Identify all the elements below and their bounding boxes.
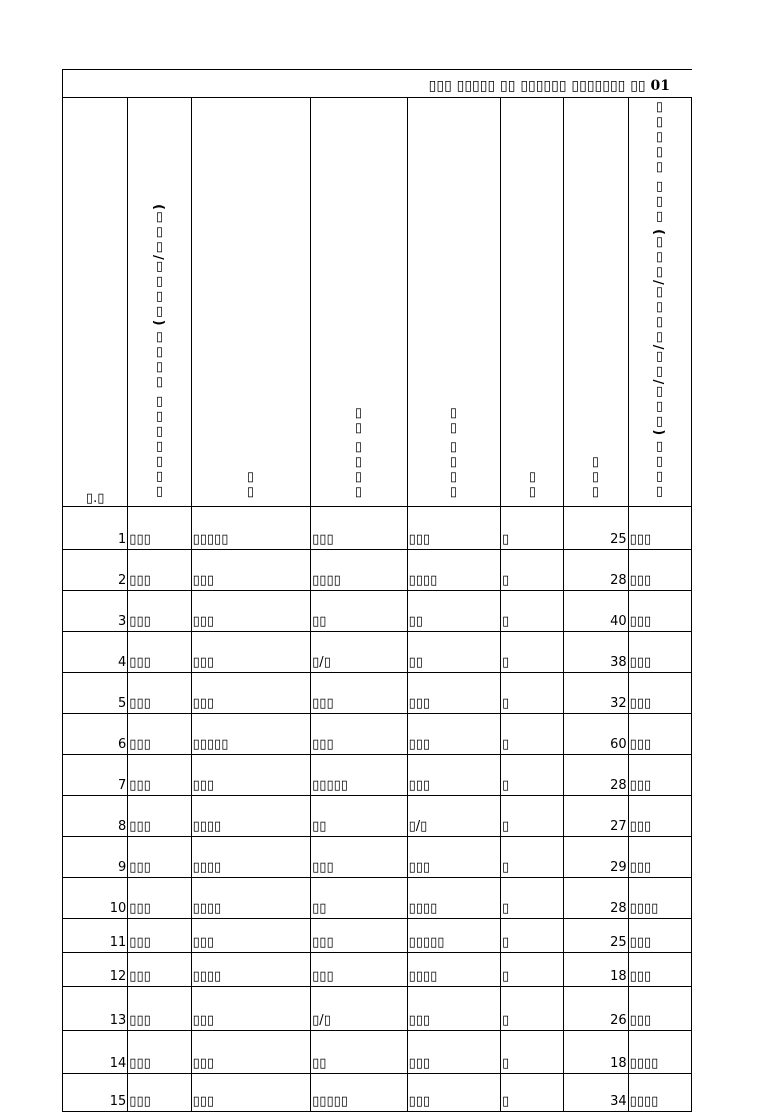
cell-category: ▯▯▯ bbox=[628, 713, 691, 754]
cell-sex: ▯ bbox=[501, 795, 564, 836]
cell-document: ▯▯▯ bbox=[128, 1073, 191, 1111]
table-row bbox=[63, 795, 692, 836]
cell-age: 28 bbox=[564, 877, 628, 918]
cell-husband-name: ▯▯▯ bbox=[407, 672, 500, 713]
cell-age: 28 bbox=[564, 549, 628, 590]
cell-category: ▯▯▯ bbox=[628, 631, 691, 672]
cell-serial-number: 14 bbox=[63, 1030, 128, 1073]
header-document: ▯▯▯▯▯▯▯ ▯▯▯▯ (▯▯▯▯/▯▯▯) bbox=[128, 98, 191, 506]
cell-husband-name: ▯▯▯ bbox=[407, 986, 500, 1030]
cell-category: ▯▯▯ bbox=[628, 754, 691, 795]
cell-category: ▯▯▯ bbox=[628, 590, 691, 631]
header-row bbox=[63, 98, 692, 506]
header-name: ▯▯ bbox=[191, 98, 311, 506]
cell-age: 28 bbox=[564, 754, 628, 795]
cell-serial-number: 8 bbox=[63, 795, 128, 836]
cell-husband-name: ▯▯▯▯▯ bbox=[407, 918, 500, 952]
cell-husband-name: ▯▯ bbox=[407, 631, 500, 672]
cell-age: 25 bbox=[564, 918, 628, 952]
cell-husband-name: ▯▯▯▯ bbox=[407, 549, 500, 590]
cell-category: ▯▯▯ bbox=[628, 672, 691, 713]
cell-father-name: ▯▯ bbox=[311, 590, 407, 631]
table-row bbox=[63, 713, 692, 754]
cell-husband-name: ▯▯▯ bbox=[407, 506, 500, 549]
cell-document: ▯▯▯ bbox=[128, 1030, 191, 1073]
cell-serial-number: 11 bbox=[63, 918, 128, 952]
cell-name: ▯▯▯ bbox=[191, 672, 311, 713]
title-row bbox=[62, 69, 692, 98]
cell-serial-number: 4 bbox=[63, 631, 128, 672]
sheet-title: ▯▯▯ ▯▯▯▯▯ ▯▯ ▯▯▯▯▯▯ ▯▯▯▯▯▯▯ ▯▯ 01 bbox=[428, 78, 670, 94]
cell-name: ▯▯▯ bbox=[191, 918, 311, 952]
cell-father-name: ▯▯ bbox=[311, 877, 407, 918]
cell-sex: ▯ bbox=[501, 877, 564, 918]
cell-husband-name: ▯▯▯▯ bbox=[407, 877, 500, 918]
register-sheet bbox=[62, 69, 692, 1112]
cell-name: ▯▯▯▯ bbox=[191, 836, 311, 877]
cell-name: ▯▯▯ bbox=[191, 549, 311, 590]
cell-category: ▯▯▯ bbox=[628, 986, 691, 1030]
cell-name: ▯▯▯▯ bbox=[191, 877, 311, 918]
cell-sex: ▯ bbox=[501, 1073, 564, 1111]
register-table bbox=[62, 98, 692, 1112]
cell-sex: ▯ bbox=[501, 506, 564, 549]
header-age: ▯▯▯ bbox=[564, 98, 628, 506]
cell-document: ▯▯▯ bbox=[128, 549, 191, 590]
cell-husband-name: ▯▯▯ bbox=[407, 1073, 500, 1111]
cell-age: 60 bbox=[564, 713, 628, 754]
cell-husband-name: ▯▯▯ bbox=[407, 713, 500, 754]
table-row bbox=[63, 631, 692, 672]
cell-serial-number: 2 bbox=[63, 549, 128, 590]
cell-age: 26 bbox=[564, 986, 628, 1030]
cell-father-name: ▯/▯ bbox=[311, 631, 407, 672]
cell-serial-number: 13 bbox=[63, 986, 128, 1030]
cell-category: ▯▯▯ bbox=[628, 918, 691, 952]
cell-father-name: ▯▯▯ bbox=[311, 918, 407, 952]
cell-category: ▯▯▯▯ bbox=[628, 1030, 691, 1073]
cell-serial-number: 6 bbox=[63, 713, 128, 754]
cell-father-name: ▯▯▯ bbox=[311, 713, 407, 754]
cell-father-name: ▯▯ bbox=[311, 795, 407, 836]
header-father-name: ▯▯▯▯ ▯▯ bbox=[311, 98, 407, 506]
table-row bbox=[63, 1073, 692, 1111]
cell-document: ▯▯▯ bbox=[128, 713, 191, 754]
cell-sex: ▯ bbox=[501, 1030, 564, 1073]
cell-name: ▯▯▯▯▯ bbox=[191, 713, 311, 754]
cell-name: ▯▯▯ bbox=[191, 631, 311, 672]
table-row bbox=[63, 952, 692, 986]
cell-name: ▯▯▯ bbox=[191, 1030, 311, 1073]
table-row bbox=[63, 918, 692, 952]
table-row bbox=[63, 506, 692, 549]
cell-serial-number: 7 bbox=[63, 754, 128, 795]
cell-document: ▯▯▯ bbox=[128, 795, 191, 836]
cell-document: ▯▯▯ bbox=[128, 918, 191, 952]
table-row bbox=[63, 590, 692, 631]
cell-husband-name: ▯▯▯ bbox=[407, 1030, 500, 1073]
cell-document: ▯▯▯ bbox=[128, 754, 191, 795]
cell-category: ▯▯▯▯ bbox=[628, 1073, 691, 1111]
cell-father-name: ▯/▯ bbox=[311, 986, 407, 1030]
cell-name: ▯▯▯▯ bbox=[191, 952, 311, 986]
cell-husband-name: ▯/▯ bbox=[407, 795, 500, 836]
cell-sex: ▯ bbox=[501, 549, 564, 590]
cell-name: ▯▯▯▯▯ bbox=[191, 506, 311, 549]
cell-sex: ▯ bbox=[501, 754, 564, 795]
cell-serial-number: 12 bbox=[63, 952, 128, 986]
cell-age: 18 bbox=[564, 952, 628, 986]
cell-father-name: ▯▯▯ bbox=[311, 506, 407, 549]
cell-age: 34 bbox=[564, 1073, 628, 1111]
cell-father-name: ▯▯ bbox=[311, 1030, 407, 1073]
cell-name: ▯▯▯▯ bbox=[191, 795, 311, 836]
cell-serial-number: 10 bbox=[63, 877, 128, 918]
cell-sex: ▯ bbox=[501, 631, 564, 672]
cell-document: ▯▯▯ bbox=[128, 836, 191, 877]
cell-category: ▯▯▯ bbox=[628, 952, 691, 986]
cell-name: ▯▯▯ bbox=[191, 590, 311, 631]
cell-sex: ▯ bbox=[501, 836, 564, 877]
cell-document: ▯▯▯ bbox=[128, 672, 191, 713]
table-row bbox=[63, 877, 692, 918]
cell-father-name: ▯▯▯▯▯ bbox=[311, 754, 407, 795]
header-sex: ▯▯ bbox=[501, 98, 564, 506]
cell-father-name: ▯▯▯ bbox=[311, 952, 407, 986]
cell-father-name: ▯▯▯ bbox=[311, 836, 407, 877]
cell-father-name: ▯▯▯▯ bbox=[311, 549, 407, 590]
cell-husband-name: ▯▯▯▯ bbox=[407, 952, 500, 986]
table-row bbox=[63, 549, 692, 590]
cell-age: 29 bbox=[564, 836, 628, 877]
cell-category: ▯▯▯▯ bbox=[628, 877, 691, 918]
cell-serial-number: 3 bbox=[63, 590, 128, 631]
cell-father-name: ▯▯▯▯▯ bbox=[311, 1073, 407, 1111]
cell-document: ▯▯▯ bbox=[128, 952, 191, 986]
cell-name: ▯▯▯ bbox=[191, 1073, 311, 1111]
header-serial-number: ▯.▯ bbox=[63, 98, 128, 506]
cell-serial-number: 9 bbox=[63, 836, 128, 877]
cell-age: 32 bbox=[564, 672, 628, 713]
header-category: ▯▯▯▯ (▯▯▯/▯▯/▯▯▯▯/▯▯▯) ▯▯▯ ▯▯▯▯▯ bbox=[628, 98, 691, 506]
cell-document: ▯▯▯ bbox=[128, 631, 191, 672]
table-row bbox=[63, 836, 692, 877]
cell-sex: ▯ bbox=[501, 918, 564, 952]
cell-father-name: ▯▯▯ bbox=[311, 672, 407, 713]
cell-document: ▯▯▯ bbox=[128, 986, 191, 1030]
cell-age: 18 bbox=[564, 1030, 628, 1073]
cell-serial-number: 5 bbox=[63, 672, 128, 713]
cell-sex: ▯ bbox=[501, 672, 564, 713]
cell-category: ▯▯▯ bbox=[628, 549, 691, 590]
cell-sex: ▯ bbox=[501, 713, 564, 754]
cell-name: ▯▯▯ bbox=[191, 754, 311, 795]
cell-category: ▯▯▯ bbox=[628, 836, 691, 877]
cell-sex: ▯ bbox=[501, 590, 564, 631]
cell-age: 27 bbox=[564, 795, 628, 836]
cell-document: ▯▯▯ bbox=[128, 506, 191, 549]
cell-category: ▯▯▯ bbox=[628, 506, 691, 549]
cell-husband-name: ▯▯▯ bbox=[407, 754, 500, 795]
header-husband-name: ▯▯▯▯ ▯▯ bbox=[407, 98, 500, 506]
cell-serial-number: 15 bbox=[63, 1073, 128, 1111]
cell-sex: ▯ bbox=[501, 952, 564, 986]
table-row bbox=[63, 754, 692, 795]
cell-serial-number: 1 bbox=[63, 506, 128, 549]
cell-husband-name: ▯▯ bbox=[407, 590, 500, 631]
table-row bbox=[63, 672, 692, 713]
table-row bbox=[63, 1030, 692, 1073]
cell-age: 38 bbox=[564, 631, 628, 672]
cell-document: ▯▯▯ bbox=[128, 590, 191, 631]
cell-sex: ▯ bbox=[501, 986, 564, 1030]
cell-husband-name: ▯▯▯ bbox=[407, 836, 500, 877]
cell-name: ▯▯▯ bbox=[191, 986, 311, 1030]
cell-age: 25 bbox=[564, 506, 628, 549]
cell-age: 40 bbox=[564, 590, 628, 631]
cell-document: ▯▯▯ bbox=[128, 877, 191, 918]
cell-category: ▯▯▯ bbox=[628, 795, 691, 836]
